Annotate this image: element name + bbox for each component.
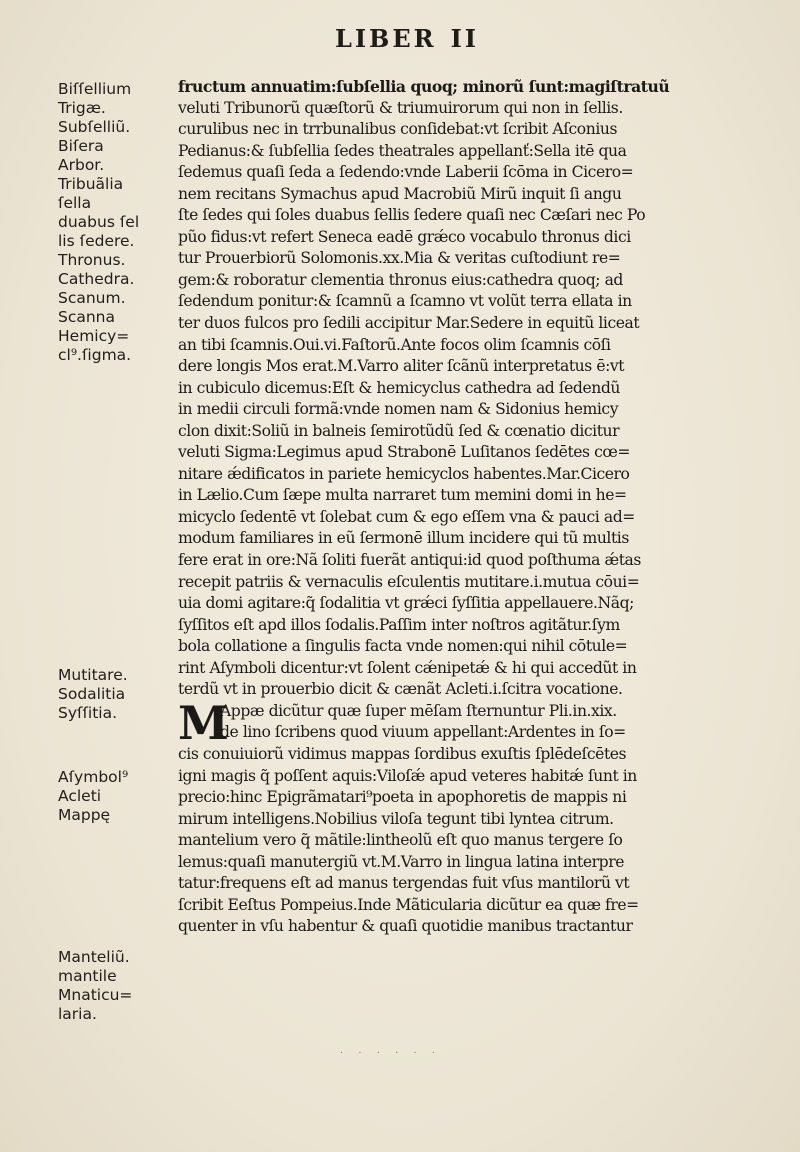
text-line: ſedemus quaſi ſeda a ſedendo:vnde Laberii ſcōma in Cicero= bbox=[178, 163, 634, 182]
text-line: Pedianus:& ſubſellia ſedes theatrales appellanť:Sella itē qua bbox=[178, 141, 627, 160]
text-line: nem recitans Symachus apud Macrobiũ Mirũ inquit ſi angu bbox=[178, 184, 622, 203]
text-line: rint Aſymboli dicentur:vt ſolent cǽnipetǽ & hi qui accedũt in bbox=[178, 658, 637, 677]
text-line: de lino ſcribens quod viuum appellant:Ardentes in ſo= bbox=[220, 723, 626, 742]
margin-note: lis ſedere. bbox=[58, 232, 135, 250]
margin-note: Syſſitia. bbox=[58, 704, 118, 722]
text-line: nitare ǽdificatos in pariete hemicyclos habentes.Mar.Cicero bbox=[178, 464, 630, 483]
margin-note: Mnaticu= bbox=[58, 986, 133, 1004]
text-line: clon dixit:Soliũ in balneis ſemirotũdũ ſed & cœnatio dicitur bbox=[178, 421, 620, 440]
text-line: fere erat in ore:Nã ſoliti fuerãt antiqui:id quod poſthuma ǽtas bbox=[178, 551, 641, 570]
text-line: pũo fidus:vt refert Seneca eadē grǽco vocabulo thronus dici bbox=[178, 227, 631, 246]
margin-note: Tribuãlia bbox=[58, 175, 124, 193]
text-line: igni magis q̃ poſſent aquis:Viloſǽ apud veteres habitǽ ſunt in bbox=[178, 766, 637, 785]
text-line: veluti Sigma:Legimus apud Strabonē Luſitanos ſedētes cœ= bbox=[178, 443, 630, 462]
text-line: precio:hinc Epigrãmatari⁹poeta in apophoretis de mappis ni bbox=[178, 788, 627, 807]
text-line: in medii circuli formã:vnde nomen nam & Sidonius hemicy bbox=[178, 400, 619, 419]
text-line: Appæ dicũtur quæ ſuper mēſam ſternuntur Pli.in.xix. bbox=[220, 701, 617, 720]
margin-note-group bbox=[58, 666, 128, 723]
text-line: ter duos fulcos pro ſedili accipitur Mar.Sedere in equitũ liceat bbox=[178, 314, 640, 333]
margin-note: Hemicy= bbox=[58, 327, 130, 345]
margin-note-group bbox=[58, 948, 132, 1024]
drop-cap-initial: M bbox=[178, 695, 229, 750]
text-line: veluti Tribunorũ quæſtorũ & triumuirorum qui non in ſellis. bbox=[178, 98, 623, 117]
text-line: modum familiares in eũ ſermonē illum incidere qui tũ multis bbox=[178, 529, 629, 548]
margin-note: ſella bbox=[58, 194, 92, 212]
margin-note: duabus ſel bbox=[58, 213, 140, 231]
ink-specks: · · · · · · bbox=[340, 1048, 441, 1059]
margin-note-group bbox=[58, 80, 139, 365]
margin-note: Scanna bbox=[58, 308, 116, 326]
margin-note: Subſelliũ. bbox=[58, 118, 131, 136]
margin-note: Scanum. bbox=[58, 289, 126, 307]
text-line: ſyſſitos eſt apd illos ſodalis.Paſſim inter noſtros agitãtur.ſym bbox=[178, 615, 620, 634]
text-line: fructum annuatim:ſubſellia quoq; minorũ ſunt:magiſtratuũ bbox=[178, 77, 670, 96]
margin-note: Cathedra. bbox=[58, 270, 135, 288]
text-line: mirum intelligens.Nobilius viloſa tegunt tibi lyntea citrum. bbox=[178, 809, 614, 828]
margin-note: mantile bbox=[58, 967, 117, 985]
running-head-title: LIBER bbox=[334, 24, 437, 53]
text-line: ſte ſedes qui ſoles duabus ſellis ſedere quaſi nec Cæſari nec Po bbox=[178, 206, 646, 225]
text-line: micyclo ſedentē vt ſolebat cum & ego eſſem vna & pauci ad= bbox=[178, 507, 635, 526]
margin-note: Manteliũ. bbox=[58, 948, 130, 966]
body-text bbox=[178, 76, 770, 938]
margin-note: Arbor. bbox=[58, 156, 105, 174]
text-line: ſedendum ponitur:& ſcamnũ a ſcamno vt volũt terra ellata in bbox=[178, 292, 632, 311]
text-line: ſcribit Eeſtus Pompeius.Inde Mãticularia dicũtur ea quæ fre= bbox=[178, 895, 639, 914]
text-line: dere longis Mos erat.M.Varro aliter ſcãnũ interpretatus ē:vt bbox=[178, 357, 625, 376]
text-line: mantelium vero q̃ mãtile:lintheolũ eſt quo manus tergere ſo bbox=[178, 831, 623, 850]
margin-note: cl⁹.ſigma. bbox=[58, 346, 132, 364]
text-line: tatur:frequens eſt ad manus tergendas fuit vſus mantilorũ vt bbox=[178, 874, 630, 893]
margin-note: Acleti bbox=[58, 787, 102, 805]
margin-note: Biſera bbox=[58, 137, 104, 155]
margin-note: Biſſellium bbox=[58, 80, 132, 98]
running-head bbox=[0, 24, 800, 53]
text-line: curulibus nec in trrbunalibus conſidebat:vt ſcribit Aſconius bbox=[178, 120, 618, 139]
text-line: gem:& roboratur clementia thronus eius:cathedra quoq; ad bbox=[178, 270, 623, 289]
running-head-number: II bbox=[450, 24, 480, 53]
margin-note: Mutitare. bbox=[58, 666, 128, 684]
margin-note: laria. bbox=[58, 1005, 97, 1023]
margin-note: Sodalitia bbox=[58, 685, 126, 703]
text-line: quenter in vſu habentur & quaſi quotidie manibus tractantur bbox=[178, 917, 633, 936]
text-line: in cubiculo dicemus:Eſt & hemicyclus cathedra ad ſedendũ bbox=[178, 378, 620, 397]
text-line: terdũ vt in prouerbio dicit & cænãt Acleti.i.ſcitra vocatione. bbox=[178, 680, 623, 699]
margin-note: Trigæ. bbox=[58, 99, 106, 117]
text-line: recepit patriis & vernaculis eſculentis mutitare.i.mutua cōui= bbox=[178, 572, 640, 591]
text-line: uia domi agitare:q̃ ſodalitia vt grǽci ſyſſitia appellauere.Nãq; bbox=[178, 594, 634, 613]
margin-note: Mappę bbox=[58, 806, 111, 824]
text-line: bola collatione a ſingulis facta vnde nomen:qui nihil cōtule= bbox=[178, 637, 628, 656]
margin-note: Aſymbol⁹ bbox=[58, 768, 129, 786]
text-line: lemus:quaſi manutergiũ vt.M.Varro in lingua latina interpre bbox=[178, 852, 624, 871]
text-line: an tibi ſcamnis.Oui.vi.Faſtorũ.Ante focos olim ſcamnis cōſi bbox=[178, 335, 611, 354]
text-line: cis conuiuiorũ vidimus mappas ſordibus exuſtis ſplēdeſcētes bbox=[178, 744, 627, 763]
text-line: in Lælio.Cum ſæpe multa narraret tum memini domi in he= bbox=[178, 486, 627, 505]
margin-note: Thronus. bbox=[58, 251, 126, 269]
initial-paragraph bbox=[178, 695, 770, 750]
text-line: tur Prouerbiorũ Solomonis.xx.Mia & veritas cuſtodiunt re= bbox=[178, 249, 621, 268]
margin-note-group bbox=[58, 768, 128, 825]
